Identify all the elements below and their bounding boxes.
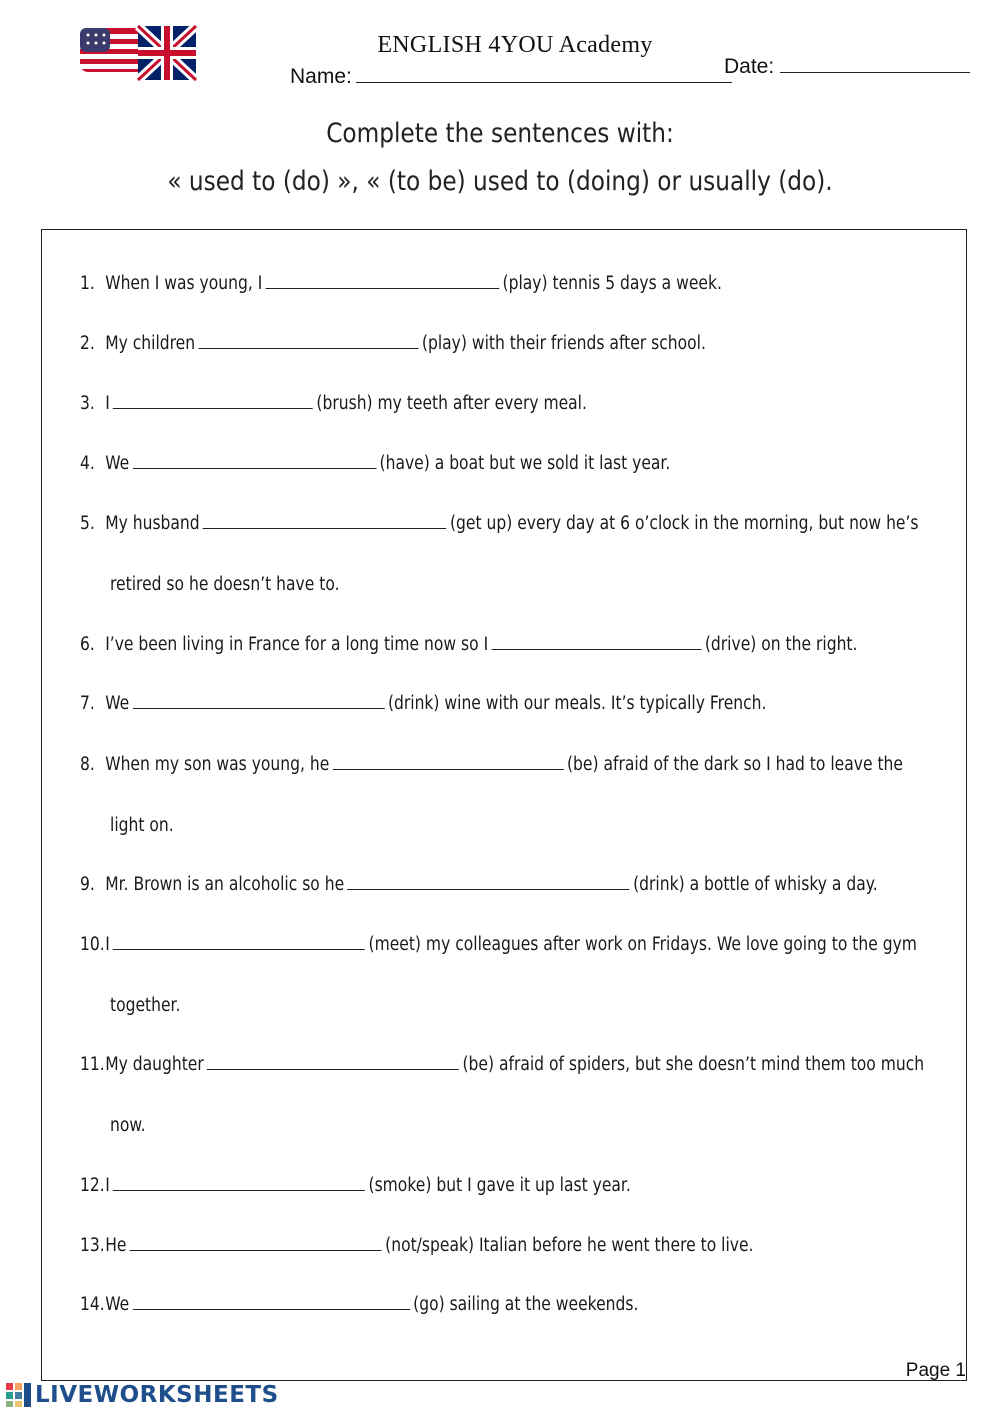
page-number: Page 1 [905, 1360, 966, 1381]
answer-blank-11[interactable] [207, 1055, 459, 1070]
answer-blank-6[interactable] [492, 635, 702, 650]
answer-blank-13[interactable] [130, 1236, 382, 1251]
question-10-continuation: together. [110, 995, 181, 1016]
uk-flag-icon [138, 26, 196, 80]
question-1: 1. When I was young, I (play) tennis 5 days a week. [80, 273, 722, 294]
question-3: 3. I (brush) my teeth after every meal. [80, 393, 587, 414]
us-flag-icon [80, 28, 144, 72]
question-11-continuation: now. [110, 1115, 146, 1136]
liveworksheets-icon [6, 1383, 32, 1407]
answer-blank-10[interactable] [113, 935, 365, 950]
date-label: Date: [724, 55, 775, 78]
question-14: 14.We (go) sailing at the weekends. [80, 1294, 639, 1315]
answer-blank-5[interactable] [203, 514, 447, 529]
instruction-line-2: « used to (do) », « (to be) used to (doing) or usually (do). [167, 166, 833, 197]
answer-blank-3[interactable] [113, 394, 313, 409]
name-field[interactable] [356, 62, 732, 83]
question-8-continuation: light on. [110, 815, 174, 836]
liveworksheets-brand: LIVEWORKSHEETS [35, 1382, 279, 1408]
question-10: 10.I (meet) my colleagues after work on Fridays. We love going to the gym [80, 934, 917, 955]
question-12: 12.I (smoke) but I gave it up last year. [80, 1175, 631, 1196]
question-2: 2. My children (play) with their friends after school. [80, 333, 706, 354]
answer-blank-2[interactable] [198, 334, 418, 349]
date-row [724, 54, 970, 79]
answer-blank-7[interactable] [133, 694, 385, 709]
answer-blank-14[interactable] [133, 1295, 410, 1310]
question-7: 7. We (drink) wine with our meals. It’s typically French. [80, 693, 767, 714]
liveworksheets-logo [6, 1382, 279, 1408]
date-field[interactable] [780, 54, 970, 73]
name-label: Name: [290, 65, 352, 88]
answer-blank-9[interactable] [348, 875, 630, 890]
answer-blank-4[interactable] [133, 454, 377, 469]
question-5: 5. My husband (get up) every day at 6 o’clock in the morning, but now he’s [80, 513, 919, 534]
instruction-line-1: Complete the sentences with: [326, 118, 674, 149]
question-4: 4. We (have) a boat but we sold it last year. [80, 453, 671, 474]
flags-logo [76, 18, 200, 84]
answer-blank-12[interactable] [113, 1176, 365, 1191]
question-6: 6. I’ve been living in France for a long time now so I (drive) on the right. [80, 634, 858, 655]
academy-title: ENGLISH 4YOU Academy [377, 32, 653, 58]
question-9: 9. Mr. Brown is an alcoholic so he (drink) a bottle of whisky a day. [80, 874, 878, 895]
answer-blank-1[interactable] [266, 274, 500, 289]
question-8: 8. When my son was young, he (be) afraid of the dark so I had to leave the [80, 754, 903, 775]
answer-blank-8[interactable] [333, 755, 564, 770]
question-5-continuation: retired so he doesn’t have to. [110, 574, 340, 595]
name-row [290, 62, 732, 89]
question-13: 13.He (not/speak) Italian before he went there to live. [80, 1235, 754, 1256]
question-11: 11.My daughter (be) afraid of spiders, but she doesn’t mind them too much [80, 1054, 925, 1075]
